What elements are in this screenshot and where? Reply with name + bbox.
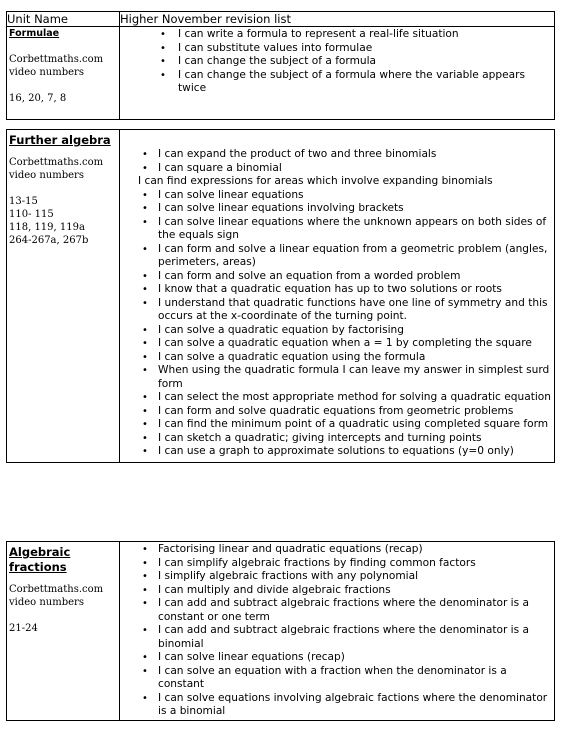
objective-item: • Factorising linear and quadratic equations (recap) bbox=[120, 543, 552, 557]
objective-item: • I can change the subject of a formula bbox=[120, 55, 552, 69]
formulae-table bbox=[6, 11, 555, 120]
unit-row-further-algebra bbox=[7, 130, 555, 463]
objective-item: • When using the quadratic formula I can leave my answer in simplest surd form bbox=[120, 364, 552, 391]
unit-title: Further algebra bbox=[9, 133, 111, 147]
unit-info bbox=[7, 542, 120, 721]
unit-title: Formulae bbox=[9, 28, 60, 39]
objective-item: • I can solve linear equations where the unknown appears on both sides of the equals sign bbox=[120, 216, 552, 243]
objective-item: • I can solve equations involving algebraic factions where the denominator is a binomial bbox=[120, 692, 552, 719]
objective-item: • I can solve linear equations (recap) bbox=[120, 651, 552, 665]
objectives-cell bbox=[120, 130, 555, 463]
objective-item: • I can solve linear equations bbox=[120, 189, 552, 203]
objectives-cell bbox=[120, 542, 555, 721]
objective-item: • I simplify algebraic fractions with any polynomial bbox=[120, 570, 552, 584]
objective-item: • I can solve a quadratic equation when a = 1 by completing the square bbox=[120, 337, 552, 351]
header-unit-name: Unit Name bbox=[7, 12, 120, 27]
objectives-list bbox=[120, 543, 552, 719]
objective-item: • I can solve an equation with a fraction when the denominator is a constant bbox=[120, 665, 552, 692]
unit-title: Algebraic fractions bbox=[9, 545, 71, 574]
video-numbers: 264-267a, 267b bbox=[9, 235, 89, 246]
objective-item: • I can simplify algebraic fractions by finding common factors bbox=[120, 557, 552, 571]
site-name: Corbettmaths.com bbox=[9, 584, 104, 595]
video-numbers: 110- 115 bbox=[9, 209, 54, 220]
header-row bbox=[7, 12, 555, 27]
unit-info bbox=[7, 130, 120, 463]
objective-item: • I can substitute values into formulae bbox=[120, 42, 552, 56]
objectives-cell bbox=[120, 27, 555, 120]
objective-item: • I can form and solve an equation from a worded problem bbox=[120, 270, 552, 284]
unit-row-formulae bbox=[7, 27, 555, 120]
objective-item: • I can expand the product of two and three binomials bbox=[120, 148, 552, 162]
site-name: Corbettmaths.com bbox=[9, 157, 104, 168]
objective-item: • I can square a binomial bbox=[120, 162, 552, 176]
video-numbers: 21-24 bbox=[9, 623, 38, 634]
objective-item: • I understand that quadratic functions have one line of symmetry and this occurs at the x-coordinate of the turning point. bbox=[120, 297, 552, 324]
objective-item: • I can write a formula to represent a real-life situation bbox=[120, 28, 552, 42]
video-numbers: 118, 119, 119a bbox=[9, 222, 85, 233]
objectives-list bbox=[120, 148, 552, 459]
header-list-title: Higher November revision list bbox=[120, 12, 555, 27]
objective-item: • I can change the subject of a formula where the variable appears twice bbox=[120, 69, 552, 96]
site-name: Corbettmaths.com bbox=[9, 54, 104, 65]
objective-item: • I can use a graph to approximate solutions to equations (y=0 only) bbox=[120, 445, 552, 459]
objective-item: • I know that a quadratic equation has up to two solutions or roots bbox=[120, 283, 552, 297]
unit-info bbox=[7, 27, 120, 120]
algebraic-fractions-table bbox=[6, 541, 555, 721]
objective-item: • I can solve a quadratic equation by factorising bbox=[120, 324, 552, 338]
objective-item: • I can find the minimum point of a quadratic using completed square form bbox=[120, 418, 552, 432]
objective-item: • I can multiply and divide algebraic fractions bbox=[120, 584, 552, 598]
objective-item: • I can select the most appropriate method for solving a quadratic equation bbox=[120, 391, 552, 405]
objective-item: • I can form and solve a linear equation from a geometric problem (angles, perimeters, areas) bbox=[120, 243, 552, 270]
objective-item: I can find expressions for areas which involve expanding binomials bbox=[138, 175, 493, 187]
objective-item: • I can form and solve quadratic equations from geometric problems bbox=[120, 405, 552, 419]
video-numbers: 13-15 bbox=[9, 196, 38, 207]
objective-item: • I can solve a quadratic equation using the formula bbox=[120, 351, 552, 365]
unit-row-algebraic-fractions bbox=[7, 542, 555, 721]
objectives-list bbox=[120, 28, 552, 96]
video-label: video numbers bbox=[9, 170, 84, 181]
objective-item: • I can add and subtract algebraic fractions where the denominator is a binomial bbox=[120, 624, 552, 651]
video-label: video numbers bbox=[9, 597, 84, 608]
video-label: video numbers bbox=[9, 67, 84, 78]
video-numbers: 16, 20, 7, 8 bbox=[9, 93, 67, 104]
further-algebra-table bbox=[6, 129, 555, 463]
objective-item: • I can solve linear equations involving brackets bbox=[120, 202, 552, 216]
objective-item: • I can sketch a quadratic; giving intercepts and turning points bbox=[120, 432, 552, 446]
objective-item: • I can add and subtract algebraic fractions where the denominator is a constant or one term bbox=[120, 597, 552, 624]
